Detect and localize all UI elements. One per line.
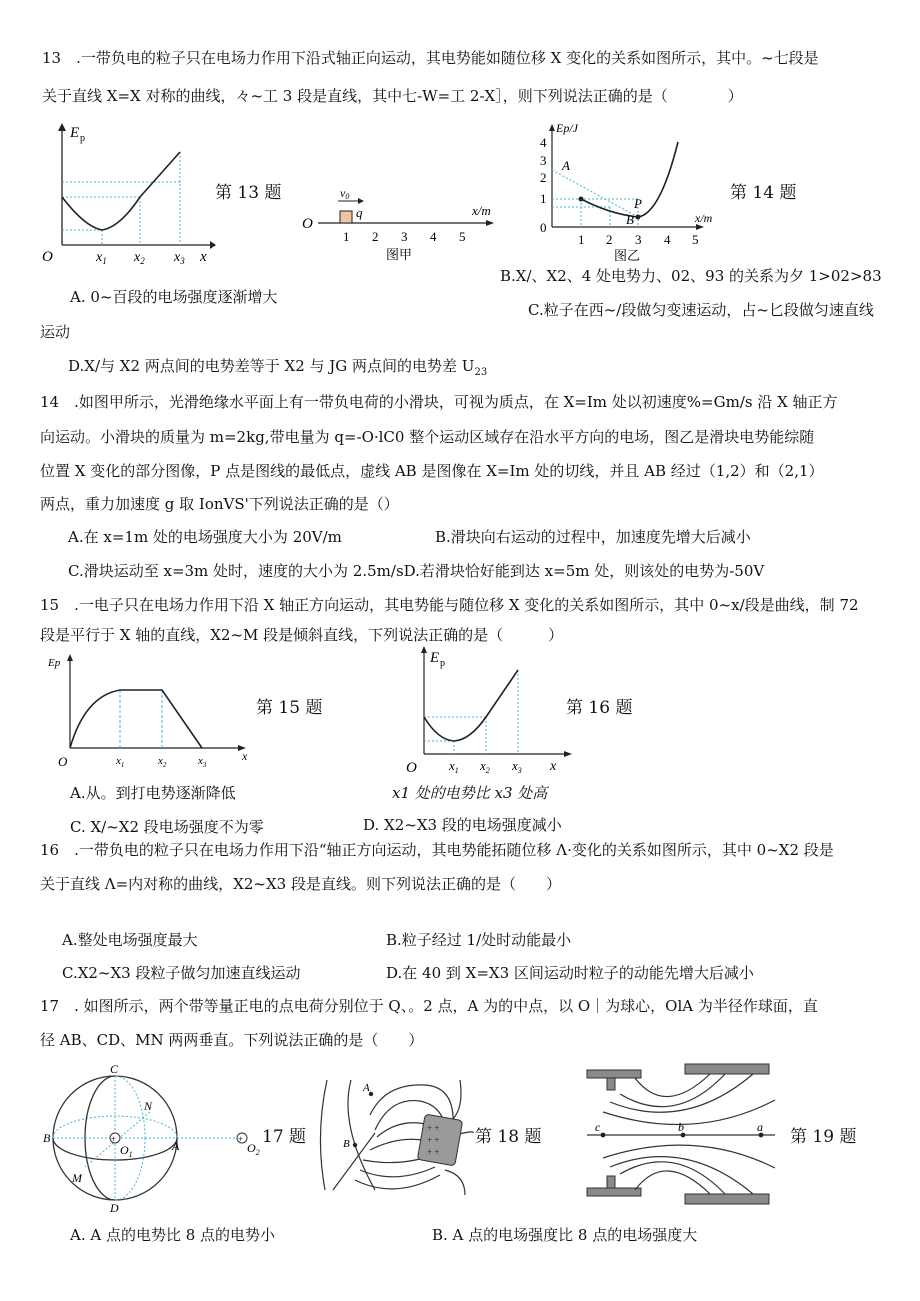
svg-text:2: 2 <box>540 170 547 185</box>
svg-text:x1: $x_1$ <box>116 755 125 768</box>
q16-option-c: C.X2~X3 段粒子做匀加速直线运动 <box>62 964 301 982</box>
svg-text:p: p <box>80 133 85 144</box>
q19-fig-label: 第 19 题 <box>790 1127 857 1147</box>
q15-fig-label: 第 15 题 <box>256 698 323 718</box>
q14-figure-yi <box>530 122 730 267</box>
svg-text:x1: $x_1$ <box>96 250 107 265</box>
svg-text:C: C <box>110 1062 119 1076</box>
svg-text:a: a <box>757 1120 763 1134</box>
svg-text:4: 4 <box>540 135 547 150</box>
q15-option-a: A.从。到打电势逐渐降低 <box>70 784 236 802</box>
q13-graph <box>40 115 220 265</box>
svg-text:+ +: + + <box>427 1123 440 1133</box>
svg-text:O2: $O_2$ <box>247 1141 260 1157</box>
svg-text:x2: $x_2$ <box>158 755 167 768</box>
q19-field-figure <box>585 1062 785 1207</box>
svg-text:图甲: 图甲 <box>386 247 413 262</box>
svg-text:+: + <box>238 1134 244 1144</box>
svg-text:A: A <box>363 1082 370 1094</box>
svg-text:x3: $x_3$ <box>512 758 522 775</box>
svg-text:q: q <box>356 205 363 220</box>
svg-text:N: N <box>144 1099 153 1113</box>
svg-text:D: D <box>110 1201 119 1212</box>
svg-text:x/m: x/m <box>472 203 491 218</box>
svg-text:E: E <box>430 650 440 666</box>
q13-fig-label: 第 13 题 <box>215 183 282 203</box>
q16-graph <box>398 642 578 777</box>
svg-text:O: O <box>302 216 313 232</box>
svg-text:x: x <box>200 249 207 265</box>
q17-option-a: A. A 点的电势比 8 点的电势小 <box>70 1226 276 1244</box>
q14-option-cd: C.滑块运动至 x=3m 处时，速度的大小为 2.5m/sD.若滑块恰好能到达 x=5m 处，则该处的电势为-50V <box>68 562 765 580</box>
svg-text:x2: $x_2$ <box>480 758 490 775</box>
svg-text:x/m: x/m <box>695 211 713 225</box>
svg-text:x1: $x_1$ <box>449 758 459 775</box>
q15-option-d: D. X2~X3 段的电场强度减小 <box>363 816 562 834</box>
svg-text:图乙: 图乙 <box>614 248 641 263</box>
svg-text:O: O <box>406 760 417 776</box>
svg-text:v0: v0 <box>340 186 350 201</box>
q13-option-b: B.X/、X2、4 处电势力、02、93 的关系为夕 1>02>83 <box>500 267 882 285</box>
svg-text:2: 2 <box>606 232 613 247</box>
q13-stem-line1: 13 .一带负电的粒子只在电场力作用下沿式轴正向运动，其电势能如随位移 X 变化的关系如图所示，其中。~七段是 <box>42 49 819 67</box>
q14-stem-line3: 位置 X 变化的部分图像，P 点是图线的最低点，虚线 AB 是图像在 X=Im 处的切线，并且 AB 经过（1,2）和（2,1） <box>40 462 824 480</box>
q18-fig-label: 第 18 题 <box>475 1127 542 1147</box>
svg-text:x: x <box>550 759 557 774</box>
q13-ylabel: E <box>70 125 80 141</box>
q17-option-b: B. A 点的电场强度比 8 点的电场强度大 <box>432 1226 698 1244</box>
q14-option-a: A.在 x=1m 处的电场强度大小为 20V/m <box>68 528 342 546</box>
svg-text:4: 4 <box>664 232 671 247</box>
svg-text:A: A <box>172 1139 180 1153</box>
svg-text:+ +: + + <box>427 1135 440 1145</box>
q16-fig-label: 第 16 题 <box>566 698 633 718</box>
q14-stem-line4: 两点，重力加速度 g 取 IonVS'下列说法正确的是（） <box>40 495 399 513</box>
q15-graph <box>40 648 260 768</box>
q14-figure-jia <box>300 185 500 265</box>
svg-text:4: 4 <box>430 229 437 244</box>
q17-stem-line2: 径 AB、CD、MN 两两垂直。下列说法正确的是（ ） <box>40 1031 424 1049</box>
q13-option-c-cont: 运动 <box>40 323 71 341</box>
q14-fig-label: 第 14 题 <box>730 183 797 203</box>
svg-text:2: 2 <box>372 229 379 244</box>
q16-option-a: A.整处电场强度最大 <box>62 931 198 949</box>
q17-stem-line1: 17 . 如图所示，两个带等量正电的点电荷分别位于 Q、。2 点，A 为的中点，以 O｜为球心，OlA 为半径作球面，直 <box>40 997 818 1015</box>
q16-option-b: B.粒子经过 1/处时动能最小 <box>386 931 572 949</box>
q13-stem-line2: 关于直线 X=X 对称的曲线，々~工 3 段是直线，其中七-W=工 2-X］，则下列说法正确的是（ ） <box>42 87 743 105</box>
svg-text:P: P <box>634 196 642 211</box>
svg-text:x: x <box>242 749 248 763</box>
q16-option-d: D.在 40 到 X=X3 区间运动时粒子的动能先增大后减小 <box>386 964 754 982</box>
svg-text:B: B <box>626 212 634 227</box>
svg-text:1: 1 <box>578 232 585 247</box>
svg-text:x2: $x_2$ <box>134 250 145 265</box>
q16-stem-line2: 关于直线 Λ=内对称的曲线，X2~X3 段是直线。则下列说法正确的是（ ） <box>40 875 561 893</box>
q14-stem-line1: 14 .如图甲所示，光滑绝缘水平面上有一带负电荷的小滑块，可视为质点，在 X=Im 处以初速度%=Gm/s 沿 X 轴正方 <box>40 393 838 411</box>
svg-text:1: 1 <box>343 229 350 244</box>
q15-option-b: x1 处的电势比 x3 处高 <box>392 784 548 802</box>
svg-text:Ep: Ep <box>48 657 61 669</box>
svg-text:B: B <box>43 1131 51 1145</box>
q17-sphere-figure <box>40 1062 300 1212</box>
svg-text:3: 3 <box>401 229 408 244</box>
svg-text:5: 5 <box>459 229 466 244</box>
svg-text:M: M <box>72 1171 82 1185</box>
svg-text:Ep/J: Ep/J <box>556 122 578 135</box>
svg-text:x3: $x_3$ <box>174 250 185 265</box>
svg-text:O1: $O_1$ <box>120 1143 133 1159</box>
svg-text:+: + <box>111 1134 117 1144</box>
q13-option-d: D.X/与 X2 两点间的电势差等于 X2 与 JG 两点间的电势差 $U_{23}$ <box>68 357 488 378</box>
svg-text:p: p <box>440 658 445 669</box>
q15-option-c: C. X/~X2 段电场强度不为零 <box>70 818 264 836</box>
svg-text:c: c <box>595 1120 601 1134</box>
q13-option-c: C.粒子在西~/段做匀变速运动，占~匕段做匀速直线 <box>528 301 874 319</box>
q14-stem-line2: 向运动。小滑块的质量为 m=2kg,带电量为 q=-O·lC0 整个运动区域存在沿水平方向的电场，图乙是滑块电势能综随 <box>40 428 815 446</box>
svg-text:b: b <box>678 1120 684 1134</box>
svg-text:0: 0 <box>540 220 547 235</box>
svg-text:x3: $x_3$ <box>198 755 207 768</box>
q14-option-b: B.滑块向右运动的过程中，加速度先增大后减小 <box>435 528 751 546</box>
svg-text:A: A <box>562 158 570 173</box>
q18-field-figure <box>315 1075 475 1195</box>
svg-text:3: 3 <box>635 232 642 247</box>
q16-stem-line1: 16 .一带负电的粒子只在电场力作用下沿“轴正方向运动，其电势能拓随位移 Λ·变化的关系如图所示，其中 0~X2 段是 <box>40 841 834 859</box>
q15-stem-line1: 15 .一电子只在电场力作用下沿 X 轴正方向运动，其电势能与随位移 X 变化的关系如图所示，其中 0~x/段是曲线，制 72 <box>40 596 859 614</box>
svg-text:3: 3 <box>540 153 547 168</box>
q17-fig-label: 17 题 <box>262 1127 307 1147</box>
q15-stem-line2: 段是平行于 X 轴的直线，X2~M 段是倾斜直线，下列说法正确的是（ ） <box>40 626 564 644</box>
svg-text:+ +: + + <box>427 1147 440 1157</box>
svg-text:5: 5 <box>692 232 699 247</box>
svg-text:1: 1 <box>540 191 547 206</box>
q13-option-a: A. 0~百段的电场强度逐渐增大 <box>70 288 278 306</box>
svg-text:O: O <box>42 249 53 265</box>
svg-text:B: B <box>343 1138 350 1150</box>
svg-text:O: O <box>58 754 68 768</box>
